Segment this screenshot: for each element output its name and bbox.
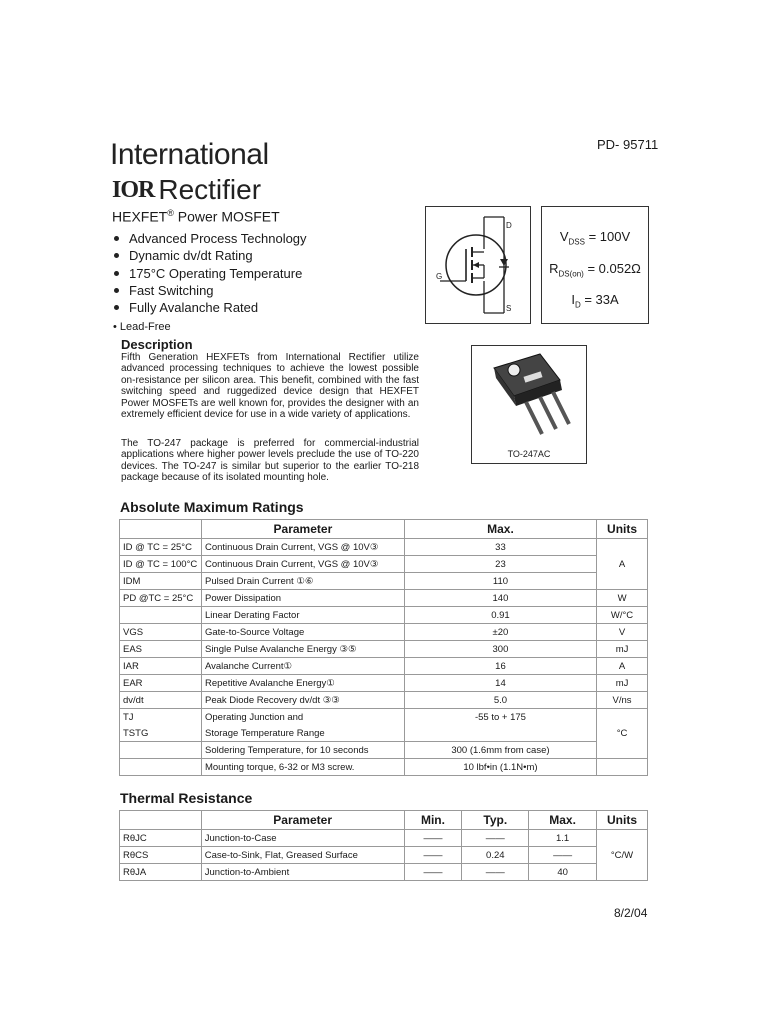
row-max: 14 (404, 675, 596, 692)
row-symbol: RθCS (120, 847, 202, 864)
row-symbol: ID @ TC = 100°C (120, 556, 202, 573)
row-units: W/°C (597, 607, 648, 624)
company-logo-line1: International (110, 138, 269, 171)
bullet-icon (114, 236, 119, 241)
table-row (120, 658, 648, 675)
row-symbol: RθJA (120, 864, 202, 881)
product-line-name: HEXFET (112, 208, 168, 225)
row-symbol (120, 759, 202, 776)
row-symbol: RθJC (120, 830, 202, 847)
row-max: 300 (404, 641, 596, 658)
table-row (120, 830, 648, 847)
document-number: PD- 95711 (597, 137, 659, 152)
row-parameter: Storage Temperature Range (201, 725, 404, 742)
spec-vdss-value: = 100V (584, 229, 631, 244)
row-max: 300 (1.6mm from case) (404, 742, 596, 759)
row-max: ±20 (404, 624, 596, 641)
bullet-icon (114, 288, 119, 293)
source-label: S (506, 304, 512, 313)
table-row (120, 709, 648, 726)
bullet-icon (114, 253, 119, 258)
amr-table (119, 519, 648, 776)
row-parameter: Peak Diode Recovery dv/dt ③③ (201, 692, 404, 709)
row-max: 5.0 (404, 692, 596, 709)
product-line-suffix: Power MOSFET (173, 208, 280, 225)
row-symbol: EAR (120, 675, 202, 692)
spec-vdss-subscript: DSS (568, 237, 585, 247)
row-units (597, 759, 648, 776)
mosfet-symbol-box (425, 206, 531, 324)
row-symbol: dv/dt (120, 692, 202, 709)
header-symbol (120, 811, 202, 830)
table-row (120, 759, 648, 776)
spec-vdss (542, 229, 648, 247)
description-paragraph-2: The TO-247 package is preferred for commercial-industrial applications where higher power levels preclude the use of TO-220 devices. The TO-247 is similar but superior to the earlier TO-218 package because of its isolated mounting hole. (121, 438, 419, 484)
spec-rdson-symbol: R (549, 261, 559, 276)
spec-rdson-subscript: DS(on) (558, 269, 584, 279)
to247-package-icon (472, 346, 586, 446)
bullet-icon (114, 305, 119, 310)
company-logo-line2 (112, 174, 261, 206)
row-parameter: Linear Derating Factor (201, 607, 404, 624)
row-units: V (597, 624, 648, 641)
row-units: A (597, 539, 648, 590)
row-parameter: Gate-to-Source Voltage (201, 624, 404, 641)
header-units: Units (597, 520, 648, 539)
table-row (120, 641, 648, 658)
company-logo-rectifier: Rectifier (158, 174, 262, 205)
row-parameter: Pulsed Drain Current ①⑥ (201, 573, 404, 590)
spec-vdss-symbol: V (559, 229, 569, 244)
ior-logo-mark: IOR (112, 176, 155, 203)
row-symbol (120, 607, 202, 624)
feature-item (114, 299, 307, 316)
feature-list (114, 230, 307, 316)
row-max: 16 (404, 658, 596, 675)
row-max: 40 (529, 864, 597, 881)
document-date: 8/2/04 (614, 906, 648, 920)
row-parameter: Case-to-Sink, Flat, Greased Surface (201, 847, 404, 864)
row-min: —— (404, 864, 462, 881)
row-parameter: Junction-to-Ambient (201, 864, 404, 881)
table-row (120, 539, 648, 556)
row-min: —— (404, 830, 462, 847)
gate-label: G (436, 272, 443, 281)
feature-label: Fully Avalanche Rated (129, 300, 259, 316)
spec-id-symbol: I (571, 292, 575, 307)
table-header-row (120, 811, 648, 830)
feature-label: Dynamic dv/dt Rating (129, 248, 253, 264)
spec-id-subscript: D (574, 300, 581, 310)
package-label: TO-247AC (507, 449, 551, 459)
row-symbol: IDM (120, 573, 202, 590)
row-typ: 0.24 (462, 847, 529, 864)
feature-item (114, 265, 307, 282)
description-title: Description (121, 337, 193, 352)
row-max: 23 (404, 556, 596, 573)
table-row (120, 742, 648, 759)
spec-rdson (542, 261, 648, 279)
table-row (120, 692, 648, 709)
drain-label: D (506, 221, 512, 230)
row-parameter: Power Dissipation (201, 590, 404, 607)
table-header-row (120, 520, 648, 539)
table-row (120, 590, 648, 607)
row-units: W (597, 590, 648, 607)
table-row (120, 556, 648, 573)
row-units: mJ (597, 675, 648, 692)
product-line (112, 208, 280, 225)
spec-rdson-value: = 0.052Ω (583, 261, 641, 276)
thermal-table (119, 810, 648, 881)
registered-mark: ® (167, 208, 174, 218)
header-parameter: Parameter (201, 811, 404, 830)
row-symbol: PD @TC = 25°C (120, 590, 202, 607)
row-max: 33 (404, 539, 596, 556)
thermal-section-title: Thermal Resistance (120, 790, 253, 806)
row-parameter: Continuous Drain Current, VGS @ 10V③ (201, 539, 404, 556)
header-symbol (120, 520, 202, 539)
feature-label: Fast Switching (129, 283, 214, 299)
row-parameter: Avalanche Current① (201, 658, 404, 675)
row-parameter: Operating Junction and (201, 709, 404, 726)
feature-item (114, 282, 307, 299)
row-parameter: Continuous Drain Current, VGS @ 10V③ (201, 556, 404, 573)
row-units: V/ns (597, 692, 648, 709)
header-max: Max. (404, 520, 596, 539)
mosfet-symbol-icon (426, 207, 530, 323)
table-row (120, 675, 648, 692)
table-row (120, 847, 648, 864)
description-paragraph-1: Fifth Generation HEXFETs from International Rectifier utilize advanced processing techniques to achieve the lowest possible on-resistance per silicon area. This benefit, combined with the fast switching speed and ruggedized device design that HEXFET Power MOSFETs are well known for, provides the designer with an extremely efficient device for use in a wide variety of applications. (121, 352, 419, 421)
header-min: Min. (404, 811, 462, 830)
row-symbol: TSTG (120, 725, 202, 742)
feature-label: 175°C Operating Temperature (129, 265, 303, 281)
row-units: °C/W (597, 830, 648, 881)
row-parameter: Single Pulse Avalanche Energy ③⑤ (201, 641, 404, 658)
row-symbol: ID @ TC = 25°C (120, 539, 202, 556)
table-row (120, 725, 648, 742)
row-symbol: VGS (120, 624, 202, 641)
row-units: °C (597, 709, 648, 759)
row-max: 1.1 (529, 830, 597, 847)
spec-id (542, 292, 648, 310)
amr-section-title: Absolute Maximum Ratings (120, 499, 304, 515)
row-parameter: Junction-to-Case (201, 830, 404, 847)
row-max: -55 to + 175 (404, 709, 596, 726)
table-row (120, 607, 648, 624)
row-max: —— (529, 847, 597, 864)
row-parameter: Mounting torque, 6-32 or M3 screw. (201, 759, 404, 776)
row-symbol (120, 742, 202, 759)
row-max: 10 lbf•in (1.1N•m) (404, 759, 596, 776)
header-typ: Typ. (462, 811, 529, 830)
package-image-box (471, 345, 587, 464)
feature-item (114, 230, 307, 247)
header-max: Max. (529, 811, 597, 830)
header-units: Units (597, 811, 648, 830)
row-parameter: Repetitive Avalanche Energy① (201, 675, 404, 692)
row-typ: —— (462, 864, 529, 881)
row-units: mJ (597, 641, 648, 658)
row-max: 110 (404, 573, 596, 590)
row-min: —— (404, 847, 462, 864)
table-row (120, 624, 648, 641)
row-max (404, 725, 596, 742)
header-parameter: Parameter (201, 520, 404, 539)
feature-item (114, 247, 307, 264)
table-row (120, 573, 648, 590)
row-typ: —— (462, 830, 529, 847)
bullet-icon (114, 271, 119, 276)
row-symbol: EAS (120, 641, 202, 658)
row-units: A (597, 658, 648, 675)
row-parameter: Soldering Temperature, for 10 seconds (201, 742, 404, 759)
spec-id-value: = 33A (580, 292, 619, 307)
row-symbol: IAR (120, 658, 202, 675)
row-max: 0.91 (404, 607, 596, 624)
row-max: 140 (404, 590, 596, 607)
table-row (120, 864, 648, 881)
key-specs-box (541, 206, 649, 324)
feature-label: Advanced Process Technology (129, 231, 307, 247)
row-symbol: TJ (120, 709, 202, 726)
lead-free-note: • Lead-Free (113, 321, 171, 333)
